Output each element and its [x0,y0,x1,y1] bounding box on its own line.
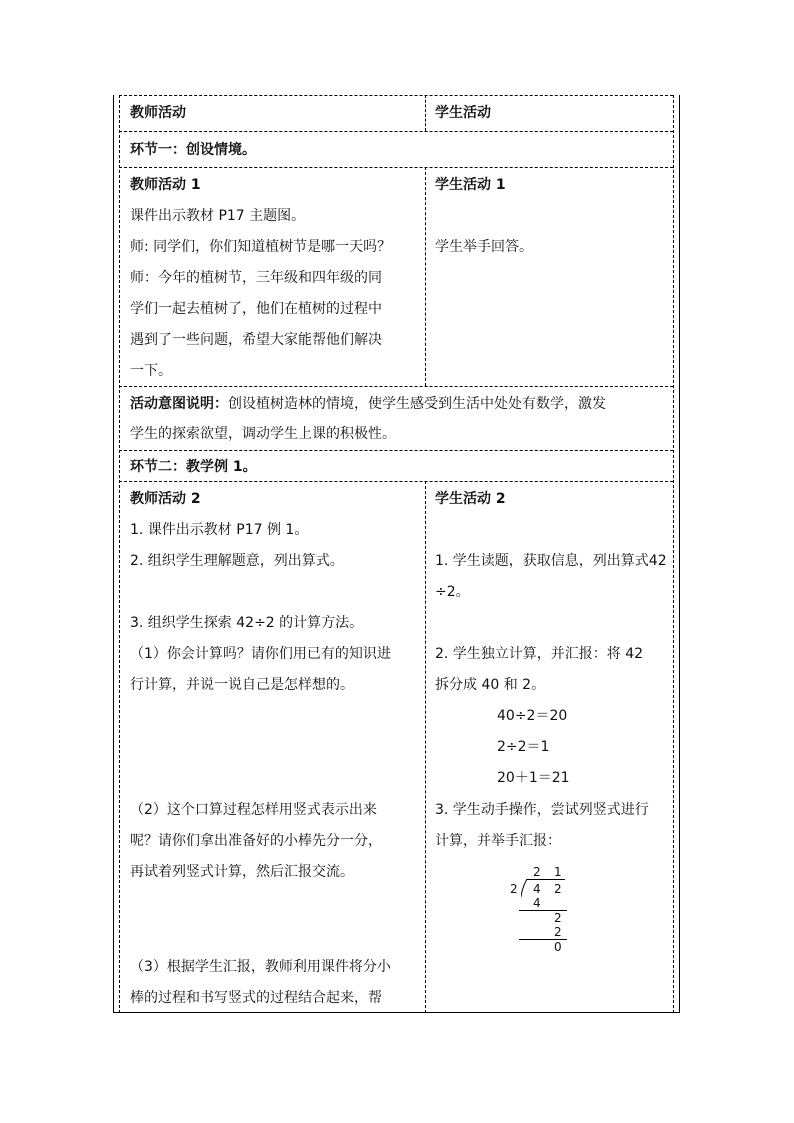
section2-title-text: 环节二：教学例 1。 [130,459,257,475]
column-divider [425,95,426,131]
header-teacher-activity: 教师活动 [130,105,186,121]
teacher-activity-2-line: 2. 组织学生理解题意，列出算式。 [130,553,344,569]
long-division-remainder: 0 [554,940,562,954]
table-inner-right-border [673,95,674,1013]
student-activity-1-heading: 学生活动 1 [435,177,506,193]
table-outer-bottom-border [113,1012,679,1013]
student-activity-1-line: 学生举手回答。 [435,239,533,255]
activity-intent-line-2: 学生的探索欲望，调动学生上课的积极性。 [130,426,396,442]
teacher-activity-1-line: 师：今年的植树节，三年级和四年级的同 [130,270,382,286]
equation: 2÷2＝1 [497,739,550,755]
long-division-step: 4 [533,896,541,910]
table-top-border [119,95,673,96]
header-student-activity: 学生活动 [435,105,491,121]
column-divider [425,167,426,386]
long-division-step: 2 [554,925,562,939]
table-inner-left-border [119,95,120,1013]
student-activity-2-line: 拆分成 40 和 2。 [435,677,546,693]
long-division-bar [527,879,565,880]
long-division-step: 2 [554,911,562,925]
student-activity-2-line: 3. 学生动手操作，尝试列竖式进行 [435,802,649,818]
long-division-dividend-digit: 2 [554,882,562,896]
student-activity-2-heading: 学生活动 2 [435,491,506,507]
teacher-activity-1-line: 师: 同学们，你们知道植树节是哪一天吗？ [130,239,392,255]
column-divider [425,481,426,1013]
teacher-activity-2-line: （3）根据学生汇报，教师利用课件将分小 [130,959,391,975]
teacher-activity-2-heading: 教师活动 2 [130,491,201,507]
teacher-activity-1-line: 学们一起去植树了，他们在植树的过程中 [130,301,382,317]
activity-intent-label: 活动意图说明： [130,396,228,412]
teacher-activity-2-line: 棒的过程和书写竖式的过程结合起来，帮 [130,990,382,1006]
teacher-activity-2-line: 3. 组织学生探索 42÷2 的计算方法。 [130,615,364,631]
long-division-quotient-digit: 2 [533,865,541,879]
row-divider [119,450,673,451]
student-activity-2-line: ÷2。 [435,584,470,600]
teacher-activity-1-heading: 教师活动 1 [130,177,201,193]
long-division-quotient-digit: 1 [554,865,562,879]
long-division-divisor: 2 [510,882,518,896]
teacher-activity-2-line: （2）这个口算过程怎样用竖式表示出来 [130,802,377,818]
student-activity-2-line: 1. 学生读题，获取信息，列出算式42 [435,553,667,569]
row-divider [119,386,673,387]
row-divider [119,481,673,482]
equation: 40÷2＝20 [497,708,568,724]
student-activity-2-line: 计算，并举手汇报： [435,833,561,849]
teacher-activity-1-line: 课件出示教材 P17 主题图。 [130,208,306,224]
table-outer-right-border [679,95,680,1013]
activity-intent-line-1 [130,394,606,414]
section2-title [130,457,257,477]
teacher-activity-2-line: （1）你会计算吗？请你们用已有的知识进 [130,646,391,662]
table-outer-left-border [113,95,114,1013]
activity-intent-text: 创设植树造林的情境，使学生感受到生活中处处有数学，激发 [228,396,606,412]
section1-title [130,140,256,160]
section1-title-text: 环节一：创设情境。 [130,142,256,158]
long-division-dividend-digit: 4 [533,882,541,896]
long-division-bracket [521,879,529,897]
teacher-activity-2-line: 1. 课件出示教材 P17 例 1。 [130,522,309,538]
teacher-activity-2-line: 呢？请你们拿出准备好的小棒先分一分， [130,833,382,849]
teacher-activity-1-line: 遇到了一些问题，希望大家能帮他们解决 [130,332,382,348]
teacher-activity-2-line: 再试着列竖式计算，然后汇报交流。 [130,864,354,880]
student-activity-2-line: 2. 学生独立计算，并汇报：将 42 [435,646,644,662]
teacher-activity-2-line: 行计算，并说一说自己是怎样想的。 [130,677,354,693]
row-divider [119,167,673,168]
equation: 20＋1＝21 [497,770,570,786]
teacher-activity-1-line: 一下。 [130,363,172,379]
row-divider [119,131,673,132]
